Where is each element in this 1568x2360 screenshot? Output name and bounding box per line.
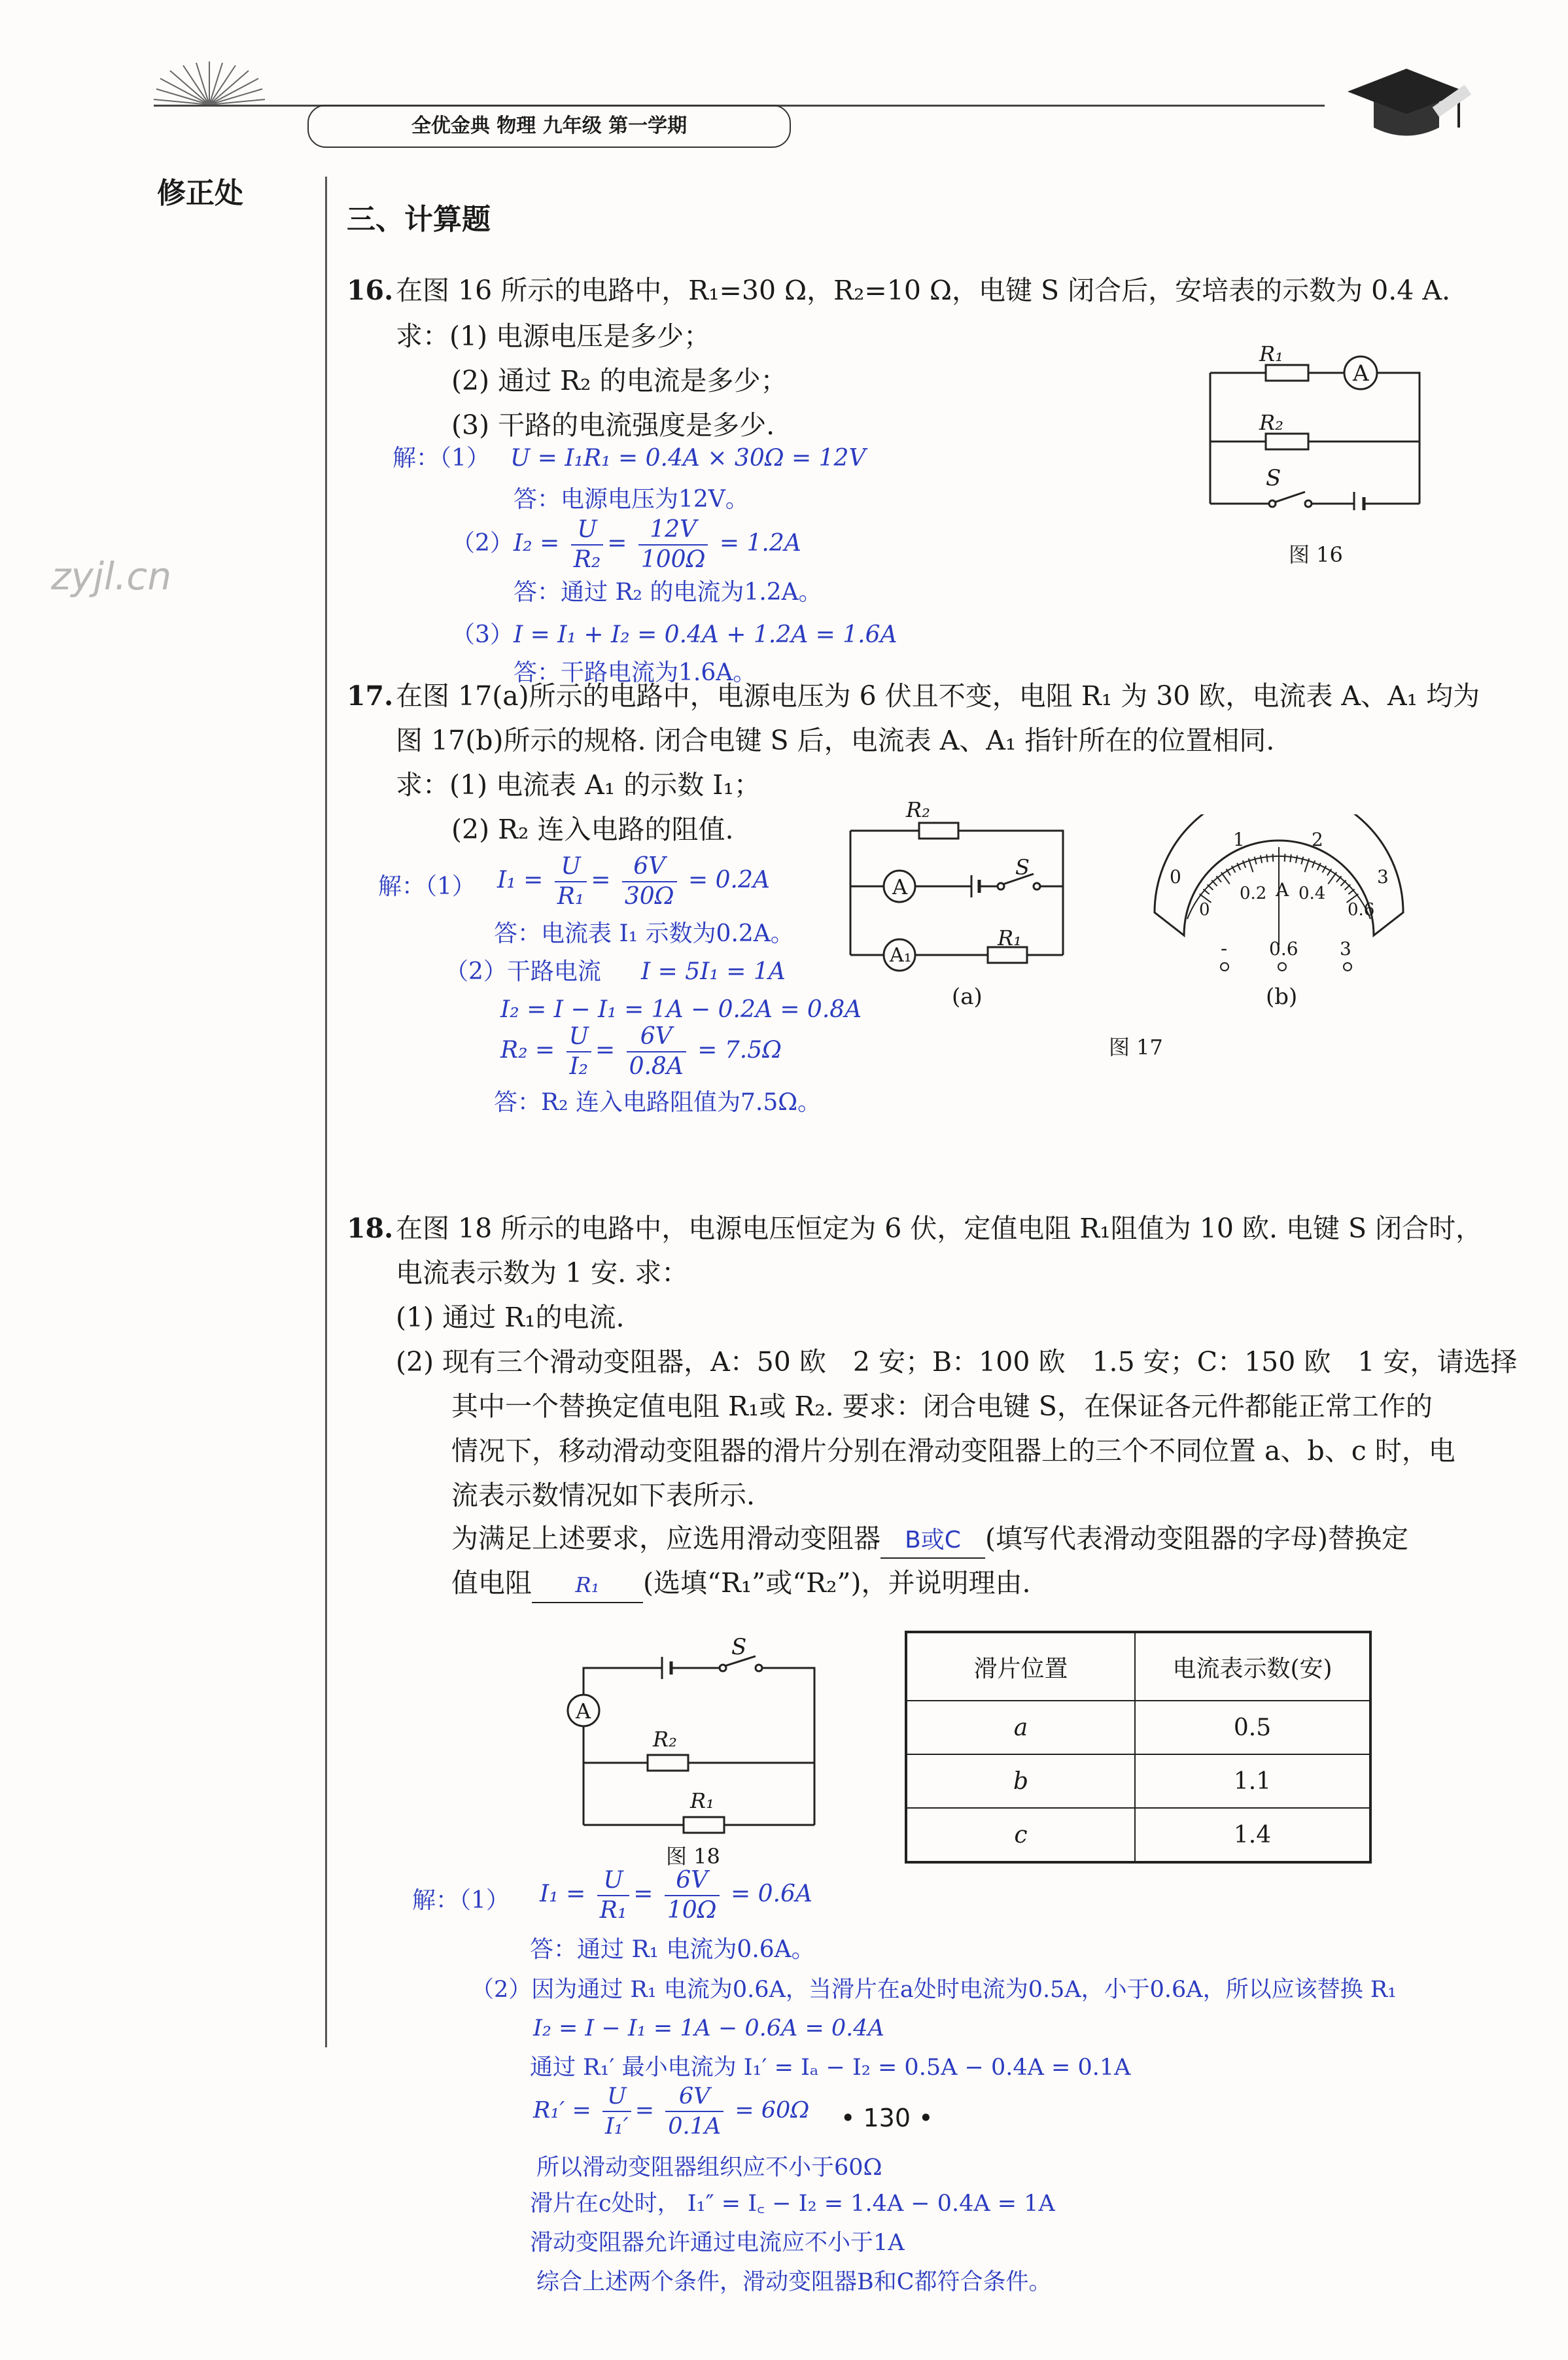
q17-ans2-answer: 答：R₂ 连入电路阻值为7.5Ω。 xyxy=(494,1089,822,1116)
q17-ans1-answer: 答：电流表 I₁ 示数为0.2A。 xyxy=(494,920,794,947)
q16-ans2-formula: I₂ = $\frac{U}{\text{R₂}}$ = $\frac{12V}{100\Omega}$ = 1.2A xyxy=(514,516,801,573)
frac-num: 6V xyxy=(622,852,677,882)
q16-ans3-answer: 答：干路电流为1.6A。 xyxy=(514,659,757,686)
meter-tick xyxy=(1328,873,1336,884)
meter-tick xyxy=(1345,884,1351,890)
fig17-switch-label: S xyxy=(1015,855,1030,880)
q18-text-8 xyxy=(451,1521,1408,1559)
q18-ans2-line4-rhs: = 60Ω xyxy=(735,2097,810,2124)
q18-ans1-formula: I₁ = $\frac{U}{\text{R₁}}$ = $\frac{6V}{10\Omega}$ = 0.6A xyxy=(540,1867,812,1924)
meter-outer-tick-3: 3 xyxy=(1377,866,1389,888)
margin-label: 修正处 xyxy=(157,177,243,210)
q18-text-2: 电流表示数为 1 安. 求： xyxy=(396,1257,689,1289)
meter-tick xyxy=(1255,857,1257,865)
q16-number: 16. xyxy=(347,275,394,306)
q16-ans2-lhs: I₂ = xyxy=(514,530,560,557)
q18-fill-1: B或C xyxy=(880,1523,985,1559)
fig16-r2-label: R₂ xyxy=(1259,410,1283,435)
q18-text-8b: (填写代表滑动变阻器的字母)替换定 xyxy=(985,1523,1408,1554)
meter-inner-tick-1: 0.2 xyxy=(1240,884,1267,903)
meter-outer-tick-1: 1 xyxy=(1233,829,1245,850)
meter-outer-tick-0: 0 xyxy=(1170,866,1181,888)
table-row xyxy=(906,1701,1370,1754)
fig18-ammeter-label: A xyxy=(576,1699,591,1724)
q16-text-2: 求：(1) 电源电压是多少； xyxy=(396,321,711,352)
meter-tick xyxy=(1208,884,1213,890)
q18-ans2-line7: 滑动变阻器允许通过电流应不小于1A xyxy=(530,2230,905,2256)
table-cell: 1.1 xyxy=(1135,1754,1370,1808)
meter-tick xyxy=(1221,873,1230,884)
frac-num: 6V xyxy=(627,1022,686,1052)
table-cell: c xyxy=(906,1808,1135,1862)
book-icon xyxy=(147,59,271,111)
table-header: 滑片位置 xyxy=(906,1632,1135,1701)
q17-ans1-lhs: I₁ = xyxy=(497,867,544,894)
q18-text-8a: 为满足上述要求，应选用滑动变阻器 xyxy=(451,1523,880,1554)
table-header: 电流表示数(安) xyxy=(1135,1632,1370,1701)
q18-ans2-line2: I₂ = I − I₁ = 1A − 0.6A = 0.4A xyxy=(533,2015,884,2041)
meter-inner-tick-2: 0.4 xyxy=(1298,884,1326,903)
fig16-r1-label: R₁ xyxy=(1259,341,1283,366)
q16-ans2-rhs: = 1.2A xyxy=(719,530,801,557)
q17-ans2c-formula: R₂ = $\frac{U}{\text{I₂}}$ = $\frac{6V}{0.8A}$ = 7.5Ω xyxy=(500,1023,782,1080)
q16-ans1: U = I₁R₁ = 0.4A × 30Ω = 12V xyxy=(510,445,866,472)
frac-num: 12V xyxy=(638,515,708,546)
q18-ans2-line4-lhs: R₁′ = xyxy=(533,2097,591,2124)
q18-ans1-label: 解：（1） xyxy=(412,1887,510,1914)
frac-num: U xyxy=(597,1866,630,1896)
meter-inner-tick-3: 0.6 xyxy=(1348,900,1375,920)
frac-num: U xyxy=(555,852,587,882)
meter-tick xyxy=(1266,854,1268,862)
q17-number: 17. xyxy=(347,680,394,712)
figure-16-circuit xyxy=(1197,340,1433,510)
fig16-ammeter-label: A xyxy=(1353,360,1369,387)
frac-num: U xyxy=(571,515,604,546)
frac-den: 30Ω xyxy=(624,883,674,910)
page-number: • 130 • xyxy=(841,2104,933,2132)
q18-number: 18. xyxy=(347,1213,394,1244)
fig17b-label: (b) xyxy=(1266,984,1298,1010)
fig17-r2-label: R₂ xyxy=(906,797,930,822)
table-cell: 0.5 xyxy=(1135,1701,1370,1754)
meter-tick xyxy=(1296,856,1297,863)
q17-text-1: 在图 17(a)所示的电路中，电源电压为 6 伏且不变，电阻 R₁ 为 30 欧，电流表 A、A₁ 均为 xyxy=(396,680,1480,712)
q18-text-9a: 值电阻 xyxy=(451,1567,532,1599)
q16-text-1: 在图 16 所示的电路中，R₁=30 Ω，R₂=10 Ω，电键 S 闭合后，安培表的示数为 0.4 A. xyxy=(396,275,1451,306)
q17-ans1-formula: I₁ = $\frac{U}{\text{R₁}}$ = $\frac{6V}{30\Omega}$ = 0.2A xyxy=(497,853,770,910)
q18-text-4: (2) 现有三个滑动变阻器，A：50 欧 2 安；B：100 欧 1.5 安；C：150 欧 1 安，请选择 xyxy=(396,1346,1518,1378)
q17-ans1-rhs: = 0.2A xyxy=(688,867,770,894)
margin-divider xyxy=(325,177,327,2047)
fig17-r1-label: R₁ xyxy=(998,926,1022,950)
q18-text-7: 流表示数情况如下表所示. xyxy=(451,1480,756,1511)
q16-ans3: I = I₁ + I₂ = 0.4A + 1.2A = 1.6A xyxy=(514,621,897,648)
meter-terminal-posts xyxy=(1217,960,1361,973)
q16-ans1-label: 解：（1） xyxy=(392,445,490,472)
fig16-switch-label: S xyxy=(1266,465,1281,491)
meter-terminal-06: 0.6 xyxy=(1269,938,1298,960)
frac-num: U xyxy=(566,1022,591,1052)
figure-18-caption: 图 18 xyxy=(666,1844,720,1869)
q18-ans2-line6: 滑片在c处时， I₁″ = I꜀ − I₂ = 1.4A − 0.4A = 1A xyxy=(530,2191,1055,2217)
meter-tick xyxy=(1273,854,1274,861)
q18-ans1-answer: 答：通过 R₁ 电流为0.6A。 xyxy=(530,1936,815,1963)
q18-ans2-line1: （2）因为通过 R₁ 电流为0.6A，当滑片在a处时电流为0.5A，小于0.6A，所以应该替换 R₁ xyxy=(471,1977,1397,2003)
q18-text-3: (1) 通过 R₁的电流. xyxy=(396,1302,625,1333)
q18-ans2-line8: 综合上述两个条件，滑动变阻器B和C都符合条件。 xyxy=(536,2269,1052,2295)
frac-num: 6V xyxy=(665,1866,720,1896)
frac-den: 0.1A xyxy=(668,2113,722,2140)
q16-text-3: (2) 通过 R₂ 的电流是多少； xyxy=(451,365,788,396)
table-cell: 1.4 xyxy=(1135,1808,1370,1862)
section-title: 三、计算题 xyxy=(347,203,491,236)
meter-tick xyxy=(1301,857,1303,865)
frac-den: 0.8A xyxy=(629,1053,684,1080)
table-row xyxy=(906,1808,1370,1862)
q17-ans2: I = 5I₁ = 1A xyxy=(641,958,786,985)
q18-text-9 xyxy=(451,1566,1030,1603)
frac-den: R₁ xyxy=(557,883,585,910)
frac-den: 10Ω xyxy=(667,1897,717,1924)
q17-text-4: (2) R₂ 连入电路的阻值. xyxy=(451,814,734,845)
q18-fill-2: R₁ xyxy=(532,1568,643,1603)
watermark: zyjl.cn xyxy=(51,554,172,599)
table-row xyxy=(906,1754,1370,1808)
q17-ans2b: I₂ = I − I₁ = 1A − 0.2A = 0.8A xyxy=(500,996,862,1023)
q16-text-4: (3) 干路的电流强度是多少. xyxy=(451,409,775,441)
fig17a-label: (a) xyxy=(952,984,983,1010)
graduation-cap-icon xyxy=(1334,56,1478,154)
fig18-r2-label: R₂ xyxy=(653,1727,677,1752)
fig18-r1-label: R₁ xyxy=(690,1788,714,1813)
table-cell: b xyxy=(906,1754,1135,1808)
q17-ans2c-rhs: = 7.5Ω xyxy=(697,1037,782,1064)
q16-ans2-label: （2） xyxy=(451,530,514,557)
fig17-ammeter1-label: A₁ xyxy=(890,944,912,967)
q16-ans2-answer: 答：通过 R₂ 的电流为1.2A。 xyxy=(514,579,822,606)
header-title: 全优金典 物理 九年级 第一学期 xyxy=(307,105,791,148)
meter-tick xyxy=(1261,856,1262,863)
figure-17a-circuit xyxy=(841,818,1070,981)
frac-num: 6V xyxy=(665,2082,723,2112)
meter-unit: A xyxy=(1276,879,1289,901)
q18-ans2-line4: R₁′ = $\frac{U}{\text{I₁′}}$ = $\frac{6V}{0.1A}$ = 60Ω xyxy=(533,2083,810,2140)
q18-ans1-rhs: = 0.6A xyxy=(730,1881,812,1907)
q17-ans2c-lhs: R₂ = xyxy=(500,1037,555,1064)
q17-ans1-label: 解：（1） xyxy=(378,873,476,900)
q16-ans3-label: （3） xyxy=(451,621,514,648)
q18-data-table xyxy=(905,1631,1372,1864)
meter-terminal-3: 3 xyxy=(1340,938,1351,960)
meter-outer-tick-2: 2 xyxy=(1312,829,1323,850)
fig18-switch-label: S xyxy=(731,1634,747,1660)
table-header-row xyxy=(906,1632,1370,1701)
figure-16-caption: 图 16 xyxy=(1289,542,1343,567)
table-cell: a xyxy=(906,1701,1135,1754)
q17-ans2-label: （2）干路电流 xyxy=(445,958,601,985)
frac-den: 100Ω xyxy=(640,546,706,573)
q16-ans1-answer: 答：电源电压为12V。 xyxy=(514,486,749,513)
q18-ans2-line5: 所以滑动变阻器组织应不小于60Ω xyxy=(536,2155,882,2181)
frac-num: U xyxy=(602,2082,631,2112)
frac-den: R₂ xyxy=(573,546,601,573)
figure-17-caption: 图 17 xyxy=(1109,1035,1163,1060)
frac-den: I₁′ xyxy=(604,2113,629,2140)
meter-terminal-neg: - xyxy=(1221,937,1228,960)
q18-ans2-line3: 通过 R₁′ 最小电流为 I₁′ = Iₐ − I₂ = 0.5A − 0.4A = 0.1A xyxy=(530,2055,1131,2081)
meter-tick xyxy=(1290,854,1291,862)
q17-text-2: 图 17(b)所示的规格. 闭合电键 S 后，电流表 A、A₁ 指针所在的位置相同. xyxy=(396,725,1275,756)
frac-den: R₁ xyxy=(599,1897,627,1924)
q18-text-5: 其中一个替换定值电阻 R₁或 R₂. 要求：闭合电键 S，在保证各元件都能正常工作的 xyxy=(451,1391,1433,1422)
q18-text-9b: (选填“R₁”或“R₂”)，并说明理由. xyxy=(643,1567,1031,1599)
frac-den: I₂ xyxy=(569,1053,589,1080)
q17-text-3: 求：(1) 电流表 A₁ 的示数 I₁； xyxy=(396,769,761,801)
q18-text-6: 情况下，移动滑动变阻器的滑片分别在滑动变阻器上的三个不同位置 a、b、c 时，电 xyxy=(451,1435,1455,1466)
fig17-ammeter-label: A xyxy=(892,875,908,899)
meter-inner-tick-0: 0 xyxy=(1199,900,1210,920)
q18-ans1-lhs: I₁ = xyxy=(540,1881,586,1907)
q18-text-1: 在图 18 所示的电路中，电源电压恒定为 6 伏，定值电阻 R₁阻值为 10 欧. 电键 S 闭合时， xyxy=(396,1213,1483,1244)
